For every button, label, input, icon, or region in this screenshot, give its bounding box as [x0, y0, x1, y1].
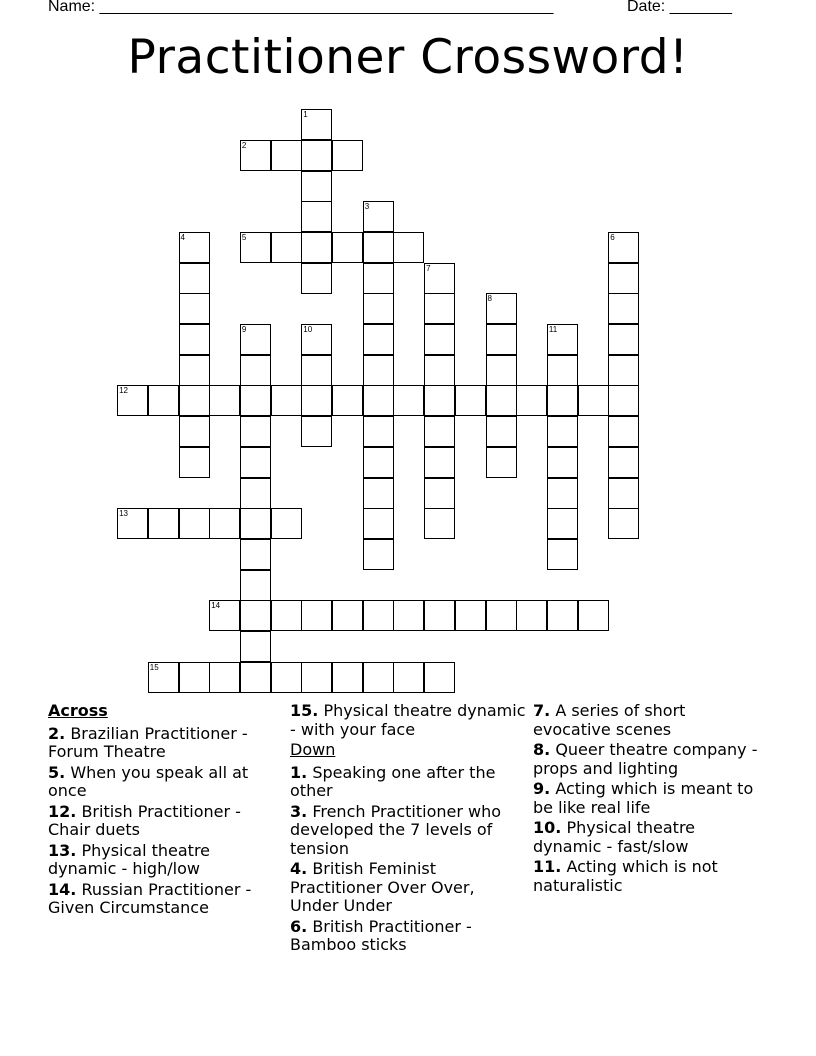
grid-cell[interactable]: [240, 447, 271, 478]
clue-across-13: 13. Physical theatre dynamic - high/low: [48, 840, 211, 878]
grid-cell[interactable]: [148, 508, 179, 539]
grid-cell[interactable]: [240, 570, 271, 601]
clue-number: 4: [180, 232, 185, 242]
grid-cell[interactable]: [424, 293, 455, 324]
grid-cell[interactable]: [455, 600, 486, 631]
grid-cell[interactable]: [486, 324, 517, 355]
clue-across-2: 2. Brazilian Practitioner - Forum Theatre: [48, 723, 248, 761]
clue-down-8: 8. Queer theatre company - props and lighting: [533, 740, 758, 778]
grid-cell[interactable]: [179, 508, 210, 539]
clue-number: 2: [241, 140, 247, 150]
grid-cell[interactable]: [179, 263, 210, 294]
clue-number: 1: [303, 110, 308, 120]
grid-cell[interactable]: [424, 662, 455, 693]
grid-cell[interactable]: [209, 508, 240, 539]
grid-cell[interactable]: [363, 201, 394, 232]
grid-cell[interactable]: [424, 385, 455, 416]
clue-down-11: 11. Acting which is not naturalistic: [533, 857, 718, 895]
grid-cell[interactable]: [363, 447, 394, 478]
grid-cell[interactable]: [271, 385, 302, 416]
clue-column-2: [290, 702, 528, 957]
grid-cell[interactable]: [363, 355, 394, 386]
grid-cell[interactable]: [179, 385, 210, 416]
grid-cell[interactable]: [547, 539, 578, 570]
grid-cell[interactable]: [608, 508, 639, 539]
grid-cell[interactable]: [547, 478, 578, 509]
grid-cell[interactable]: [117, 385, 148, 416]
clue-down-4: 4. British Feminist Practitioner Over Over, Under Under: [290, 859, 475, 915]
grid-cell[interactable]: [608, 263, 639, 294]
clue-number: 6: [610, 232, 615, 242]
grid-cell[interactable]: [271, 662, 302, 693]
clue-number: 5: [241, 232, 247, 242]
grid-cell[interactable]: [547, 385, 578, 416]
clue-across-12: 12. British Practitioner - Chair duets: [48, 801, 241, 839]
grid-cell[interactable]: [363, 293, 394, 324]
down-heading: Down: [290, 740, 336, 759]
grid-cell[interactable]: [608, 232, 639, 263]
grid-cell[interactable]: [393, 600, 424, 631]
grid-cell[interactable]: [301, 355, 332, 386]
grid-cell[interactable]: [455, 385, 486, 416]
grid-cell[interactable]: [393, 232, 424, 263]
clue-down-3: 3. French Practitioner who developed the 7 levels of tension: [290, 801, 502, 858]
grid-cell[interactable]: [363, 324, 394, 355]
grid-cell[interactable]: [393, 662, 424, 693]
page-title: Practitioner Crossword!: [127, 30, 689, 85]
grid-cell[interactable]: [301, 171, 332, 202]
clue-number: 14: [211, 601, 221, 611]
clue-across-14: 14. Russian Practitioner - Given Circumstance: [48, 879, 252, 917]
grid-cell[interactable]: [363, 539, 394, 570]
grid-cell[interactable]: [209, 662, 240, 693]
grid-cell[interactable]: [179, 416, 210, 447]
grid-cell[interactable]: [424, 355, 455, 386]
grid-cell[interactable]: [179, 293, 210, 324]
clue-down-6: 6. British Practitioner - Bamboo sticks: [290, 916, 472, 954]
grid-cell[interactable]: [332, 232, 363, 263]
grid-cell[interactable]: [301, 416, 332, 447]
grid-cell[interactable]: [424, 263, 455, 294]
grid-cell[interactable]: [547, 416, 578, 447]
grid-cell[interactable]: [424, 447, 455, 478]
clue-down-7: 7. A series of short evocative scenes: [533, 701, 686, 739]
grid-cell[interactable]: [179, 662, 210, 693]
grid-cell[interactable]: [486, 416, 517, 447]
grid-cell[interactable]: [301, 263, 332, 294]
clue-number: 3: [364, 202, 370, 212]
grid-cell[interactable]: [608, 293, 639, 324]
grid-cell[interactable]: [240, 600, 271, 631]
grid-cell[interactable]: [301, 109, 332, 140]
grid-cell[interactable]: [486, 385, 517, 416]
grid-cell[interactable]: [117, 508, 148, 539]
grid-cell[interactable]: [608, 416, 639, 447]
grid-cell[interactable]: [578, 600, 609, 631]
grid-cell[interactable]: [424, 600, 455, 631]
clue-down-9: 9. Acting which is meant to be like real life: [533, 779, 754, 817]
grid-cell[interactable]: [332, 140, 363, 171]
grid-cell[interactable]: [271, 232, 302, 263]
grid-cell[interactable]: [179, 232, 210, 263]
grid-cell[interactable]: [301, 232, 332, 263]
grid-cell[interactable]: [240, 355, 271, 386]
grid-cell[interactable]: [363, 600, 394, 631]
grid-cell[interactable]: [547, 355, 578, 386]
grid-cell[interactable]: [240, 232, 271, 263]
grid-cell[interactable]: [486, 600, 517, 631]
grid-cell[interactable]: [179, 447, 210, 478]
grid-cell[interactable]: [301, 662, 332, 693]
grid-cell[interactable]: [547, 324, 578, 355]
grid-cell[interactable]: [608, 324, 639, 355]
grid-cell[interactable]: [240, 508, 271, 539]
grid-cell[interactable]: [240, 140, 271, 171]
grid-cell[interactable]: [271, 508, 302, 539]
grid-cell[interactable]: [271, 140, 302, 171]
grid-cell[interactable]: [240, 416, 271, 447]
grid-cell[interactable]: [240, 324, 271, 355]
grid-cell[interactable]: [363, 662, 394, 693]
grid-cell[interactable]: [608, 447, 639, 478]
grid-cell[interactable]: [148, 385, 179, 416]
clue-number: 10: [303, 325, 313, 334]
grid-cell[interactable]: [547, 447, 578, 478]
clue-number: 9: [241, 325, 247, 334]
clue-number: 13: [119, 509, 128, 519]
clue-number: 7: [426, 263, 431, 273]
grid-cell[interactable]: [608, 355, 639, 386]
clue-down-1: 1. Speaking one after the other: [290, 762, 496, 800]
grid-cell[interactable]: [363, 263, 394, 294]
grid-cell[interactable]: [486, 355, 517, 386]
across-heading: Across: [48, 701, 108, 720]
grid-cell[interactable]: [363, 416, 394, 447]
grid-cell[interactable]: [301, 201, 332, 232]
grid-cell[interactable]: [332, 600, 363, 631]
grid-cell[interactable]: [209, 600, 240, 631]
grid-cell[interactable]: [424, 478, 455, 509]
grid-cell[interactable]: [240, 539, 271, 570]
grid-cell[interactable]: [424, 324, 455, 355]
grid-cell[interactable]: [179, 355, 210, 386]
grid-cell[interactable]: [363, 508, 394, 539]
clue-number: 12: [119, 386, 128, 396]
clue-number: 15: [149, 662, 159, 672]
clue-column-3: [533, 702, 759, 897]
grid-cell[interactable]: [332, 385, 363, 416]
grid-cell[interactable]: [301, 324, 332, 355]
grid-cell[interactable]: [240, 478, 271, 509]
grid-cell[interactable]: [240, 662, 271, 693]
name-field-label: Name: ___________________________________________________: [48, 0, 554, 15]
grid-cell[interactable]: [240, 631, 271, 662]
grid-cell[interactable]: [301, 385, 332, 416]
grid-cell[interactable]: [148, 662, 179, 693]
grid-cell[interactable]: [516, 385, 547, 416]
grid-cell[interactable]: [578, 385, 609, 416]
clue-across-15: 15. Physical theatre dynamic - with your face: [290, 701, 526, 739]
grid-cell[interactable]: [547, 600, 578, 631]
grid-cell[interactable]: [608, 385, 639, 416]
grid-cell[interactable]: [393, 385, 424, 416]
clue-across-5: 5. When you speak all at once: [48, 762, 249, 800]
grid-cell[interactable]: [271, 600, 302, 631]
grid-cell[interactable]: [516, 600, 547, 631]
grid-cell[interactable]: [424, 508, 455, 539]
grid-cell[interactable]: [424, 416, 455, 447]
clue-column-1: [48, 702, 274, 920]
grid-cell[interactable]: [547, 508, 578, 539]
date-field-label: Date: _______: [627, 0, 732, 15]
grid-cell[interactable]: [363, 385, 394, 416]
grid-cell[interactable]: [486, 293, 517, 324]
clue-number: 8: [487, 294, 492, 304]
grid-cell[interactable]: [363, 478, 394, 509]
grid-cell[interactable]: [209, 385, 240, 416]
grid-cell[interactable]: [363, 232, 394, 263]
grid-cell[interactable]: [301, 140, 332, 171]
grid-cell[interactable]: [608, 478, 639, 509]
grid-cell[interactable]: [179, 324, 210, 355]
grid-cell[interactable]: [240, 385, 271, 416]
grid-cell[interactable]: [301, 600, 332, 631]
clue-down-10: 10. Physical theatre dynamic - fast/slow: [533, 818, 696, 856]
grid-cell[interactable]: [332, 662, 363, 693]
clue-number: 11: [548, 325, 558, 334]
grid-cell[interactable]: [486, 447, 517, 478]
